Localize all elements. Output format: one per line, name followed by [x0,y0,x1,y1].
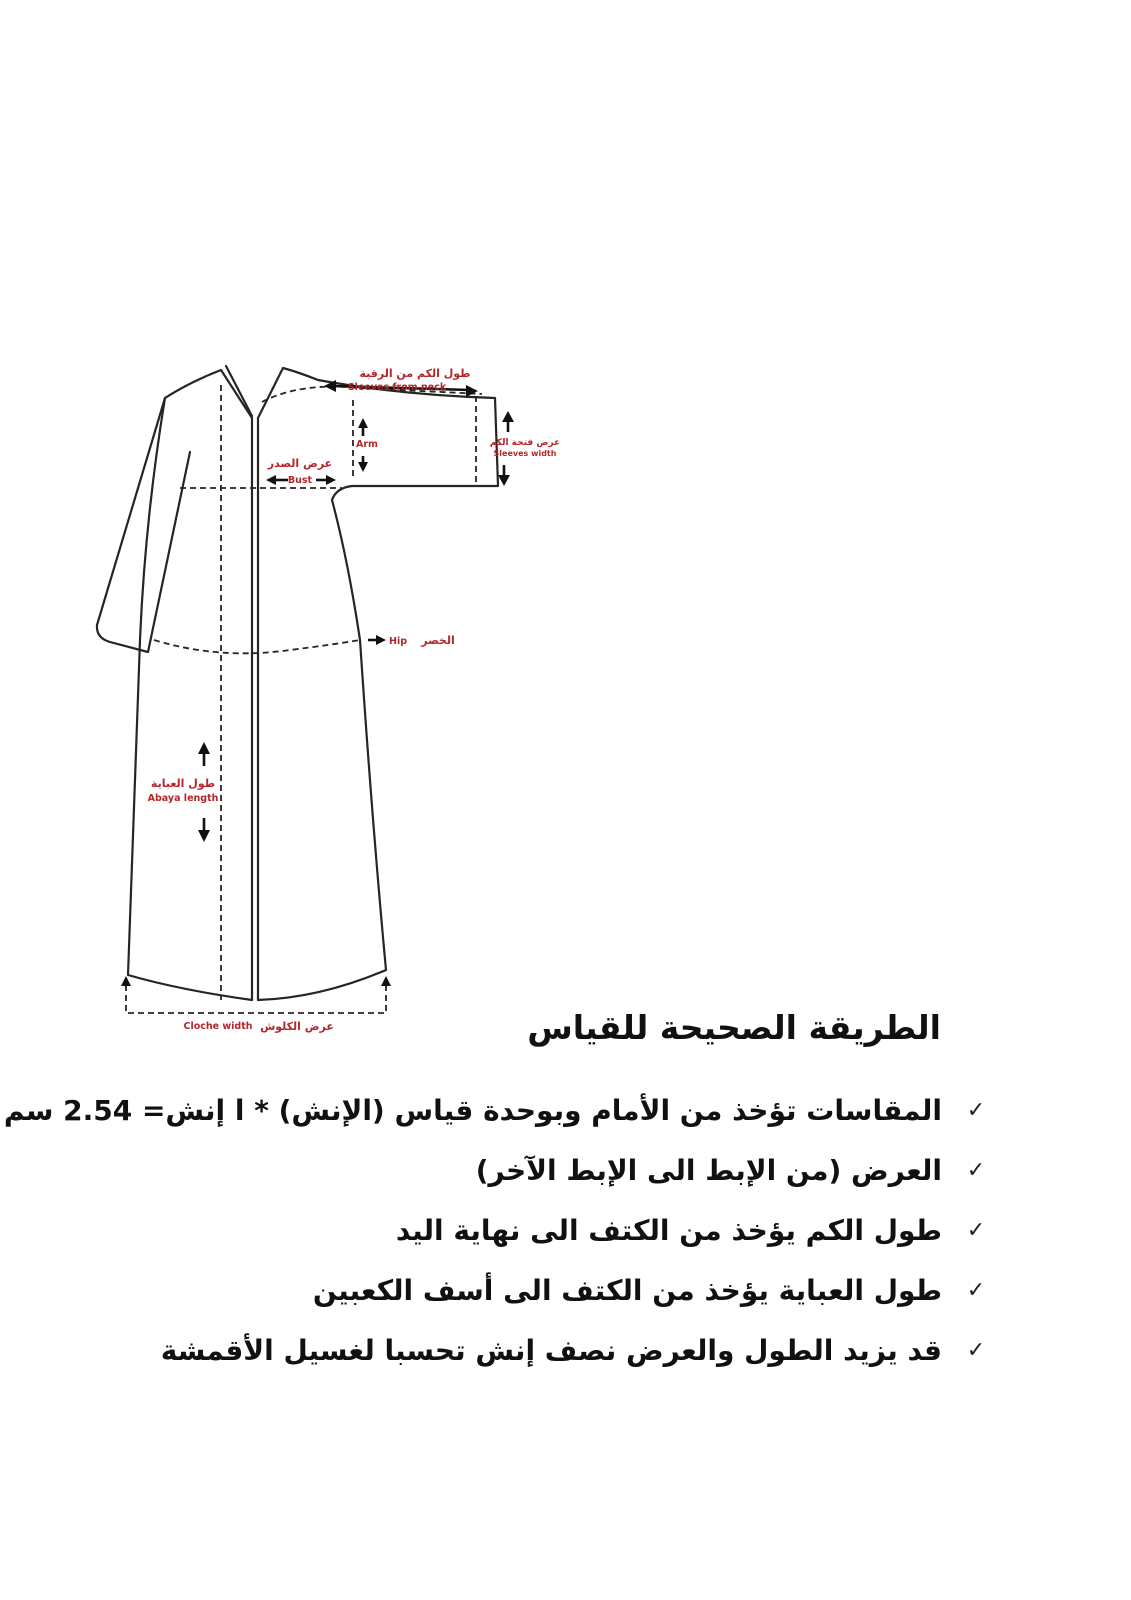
instruction-text: طول العباية يؤخذ من الكتف الى أسف الكعبين [312,1273,942,1307]
label-abaya-length-ar: طول العباية [150,777,216,790]
check-icon: ✓ [966,1157,986,1183]
page-title: الطريقة الصحيحة للقياس [527,1008,941,1047]
label-abaya-length-en: Abaya length [147,793,219,804]
neckline-left [226,366,252,416]
instruction-text: قد يزيد الطول والعرض نصف إنش تحسبا لغسيل الأقمشة [160,1333,942,1367]
instruction-text: طول الكم يؤخذ من الكتف الى نهاية اليد [395,1213,942,1247]
label-hip-en: Hip [389,636,408,647]
list-item [4,1320,996,1380]
hip-arrow [368,635,386,645]
list-item [4,1200,996,1260]
list-item [4,1080,996,1140]
check-icon: ✓ [966,1337,986,1363]
label-sleeves-width-ar: عرض فتحة الكم [489,438,561,448]
cloche-width-line [126,985,386,1013]
label-bust-en: Bust [287,475,313,486]
measurement-instructions-list [4,1080,996,1380]
check-icon: ✓ [966,1277,986,1303]
label-arm: Arm [356,439,378,450]
label-sleeves-from-neck-ar: طول الكم من الرقبة [359,367,471,380]
label-cloche-width-en: Cloche width [183,1021,253,1032]
instruction-text: المقاسات تؤخذ من الأمام وبوحدة قياس (الإنش) * ا إنش= 2.54 سم [3,1093,942,1127]
label-cloche-width-ar: عرض الكلوش [260,1020,334,1033]
list-item [4,1260,996,1320]
label-bust-ar: عرض الصدر [267,457,333,470]
label-hip-ar: الخصر [421,634,455,647]
check-icon: ✓ [966,1097,986,1123]
list-item [4,1140,996,1200]
left-body-outline [128,370,252,1000]
label-sleeves-from-neck-en: Sleeves from neck [347,382,447,393]
check-icon: ✓ [966,1217,986,1243]
label-sleeves-width-en: Sleeves width [493,449,557,458]
abaya-length-arrow [198,742,210,842]
instruction-text: العرض (من الإبط الى الإبط الآخر) [475,1153,942,1187]
left-sleeve-outline [97,398,190,652]
